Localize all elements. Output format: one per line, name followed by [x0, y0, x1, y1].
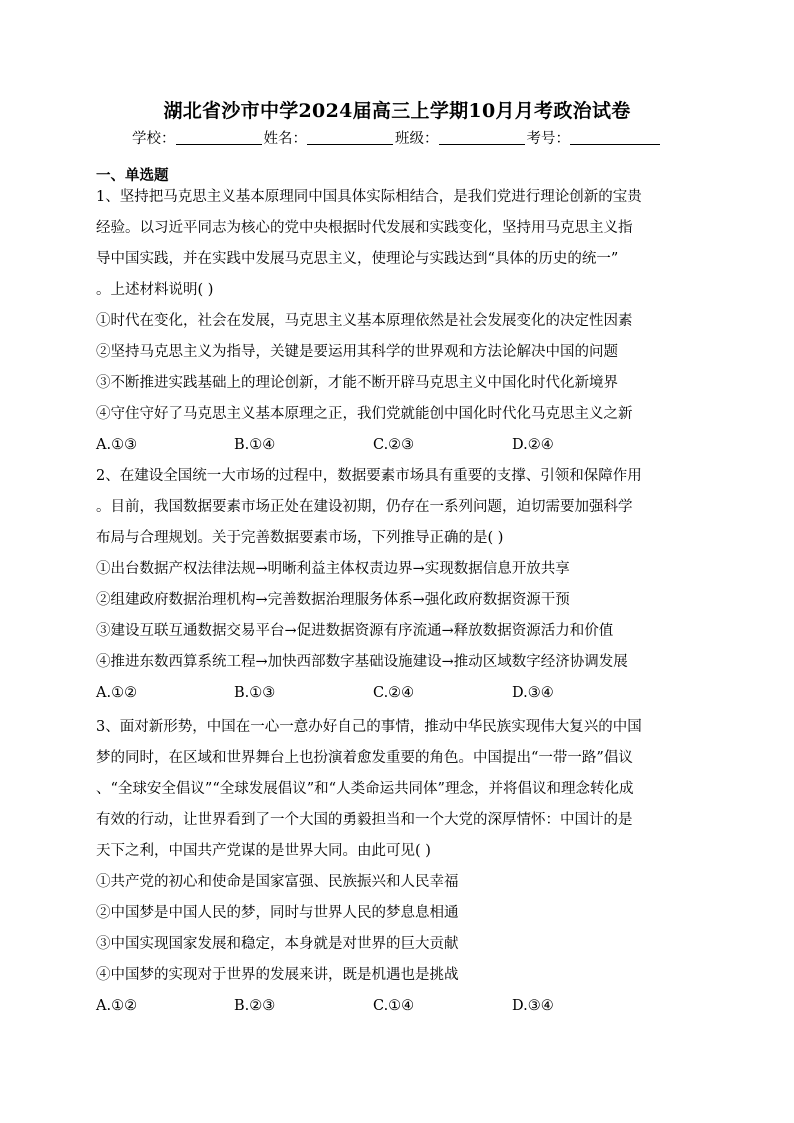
class-label: 班级： [395, 131, 439, 147]
option-c[interactable]: C.②③ [373, 437, 415, 453]
question-text-line: 2、在建设全国统一大市场的过程中，数据要素市场具有重要的支撑、引领和保障作用 [96, 468, 642, 484]
id-label: 考号： [526, 131, 570, 147]
question-text-line: 1、坚持把马克思主义基本原理同中国具体实际相结合，是我们党进行理论创新的宝贵 [96, 189, 642, 205]
section-heading: 一、单选题 [96, 167, 169, 184]
statement-2: ②坚持马克思主义为指导，关键是要运用其科学的世界观和方法论解决中国的问题 [96, 344, 618, 360]
question-text-line: 有效的行动，让世界看到了一个大国的勇毅担当和一个大党的深厚情怀：中国计的是 [96, 812, 633, 828]
option-c[interactable]: C.①④ [373, 998, 415, 1014]
question-text-line: 天下之利，中国共产党谋的是世界大同。由此可见( ) [96, 843, 431, 859]
question-text-line: 。上述材料说明( ) [96, 282, 214, 298]
school-label: 学校： [132, 131, 176, 147]
name-blank[interactable] [307, 130, 393, 145]
question-text-line: 梦的同时，在区域和世界舞台上也扮演着愈发重要的角色。中国提出“一带一路”倡议 [96, 750, 633, 766]
question-text-line: 。目前，我国数据要素市场正处在建设初期，仍存在一系列问题，迫切需要加强科学 [96, 499, 633, 515]
statement-2: ②中国梦是中国人民的梦，同时与世界人民的梦息息相通 [96, 905, 459, 921]
statement-1: ①时代在变化，社会在发展，马克思主义基本原理依然是社会发展变化的决定性因素 [96, 313, 633, 329]
option-b[interactable]: B.①④ [234, 437, 276, 453]
option-b[interactable]: B.②③ [234, 998, 276, 1014]
school-blank[interactable] [176, 130, 262, 145]
statement-4: ④推进东数西算系统工程→加快西部数字基础设施建设→推动区域数字经济协调发展 [96, 654, 628, 670]
statement-3: ③不断推进实践基础上的理论创新，才能不断开辟马克思主义中国化时代化新境界 [96, 375, 618, 391]
option-d[interactable]: D.③④ [512, 998, 554, 1014]
answer-options [96, 434, 702, 456]
statement-3: ③中国实现国家发展和稳定，本身就是对世界的巨大贡献 [96, 936, 459, 952]
statement-1: ①共产党的初心和使命是国家富强、民族振兴和人民幸福 [96, 874, 459, 890]
id-blank[interactable] [570, 130, 660, 145]
option-a[interactable]: A.①② [96, 685, 138, 701]
option-d[interactable]: D.③④ [512, 685, 554, 701]
question-text-line: 经验。以习近平同志为核心的党中央根据时代发展和实践变化，坚持用马克思主义指 [96, 220, 633, 236]
answer-options [96, 682, 702, 704]
option-a[interactable]: A.①③ [96, 437, 138, 453]
option-d[interactable]: D.②④ [512, 437, 554, 453]
question-text-line: 、“全球安全倡议”“全球发展倡议”和“人类命运共同体”理念，并将倡议和理念转化成 [96, 781, 634, 797]
statement-2: ②组建政府数据治理机构→完善数据治理服务体系→强化政府数据资源干预 [96, 592, 570, 608]
option-c[interactable]: C.②④ [373, 685, 415, 701]
question-text-line: 导中国实践，并在实践中发展马克思主义，使理论与实践达到“具体的历史的统一” [96, 251, 619, 267]
statement-4: ④中国梦的实现对于世界的发展来讲，既是机遇也是挑战 [96, 967, 459, 983]
question-text-line: 3、面对新形势，中国在一心一意办好自己的事情，推动中华民族实现伟大复兴的中国 [96, 719, 642, 735]
option-a[interactable]: A.①② [96, 998, 138, 1014]
answer-options [96, 995, 702, 1017]
class-blank[interactable] [439, 130, 525, 145]
name-label: 姓名： [263, 131, 307, 147]
option-b[interactable]: B.①③ [234, 685, 276, 701]
exam-title: 湖北省沙市中学2024届高三上学期10月月考政治试卷 [163, 100, 631, 122]
question-text-line: 布局与合理规划。关于完善数据要素市场，下列推导正确的是( ) [96, 530, 504, 546]
student-info-row [132, 127, 692, 148]
statement-1: ①出台数据产权法律法规→明晰利益主体权责边界→实现数据信息开放共享 [96, 561, 570, 577]
statement-4: ④守住守好了马克思主义基本原理之正，我们党就能创中国化时代化马克思主义之新 [96, 406, 633, 422]
statement-3: ③建设互联互通数据交易平台→促进数据资源有序流通→释放数据资源活力和价值 [96, 623, 614, 639]
